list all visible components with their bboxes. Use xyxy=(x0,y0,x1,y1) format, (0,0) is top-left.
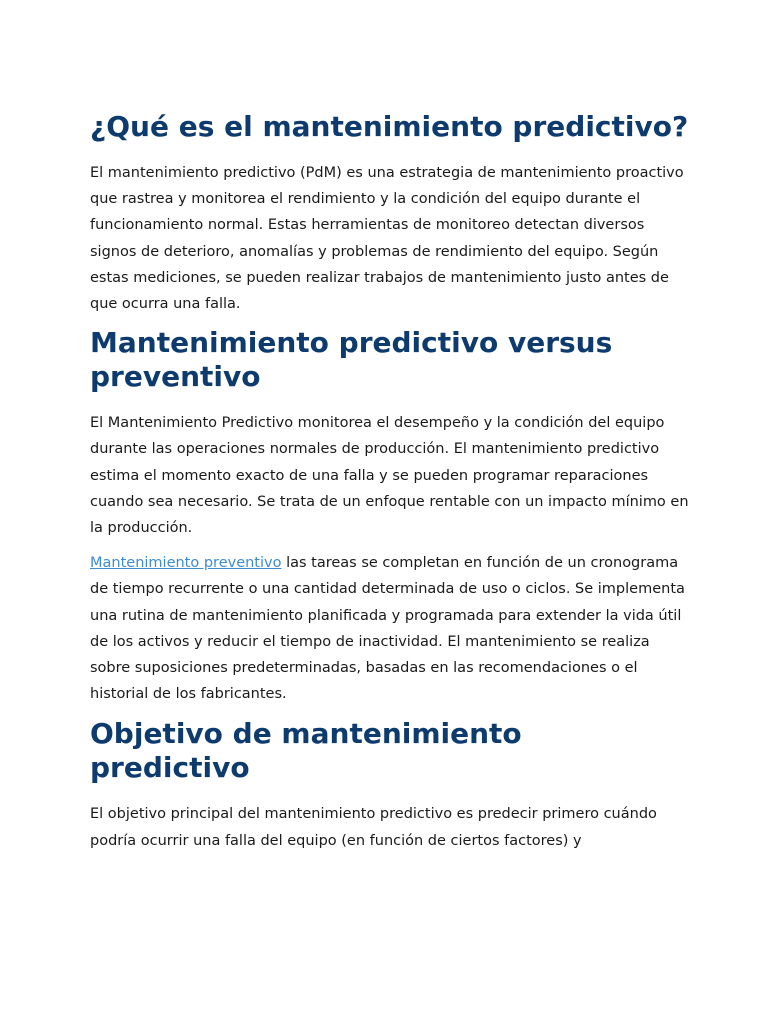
paragraph-text: las tareas se completan en función de un cronograma de tiempo recurrente o una cantidad determinada de uso o ciclos. Se implementa una rutina de mantenimiento planificada y programada para extender la vida útil de los activos y reducir el tiempo de inactividad. El mantenimiento se realiza sobre suposiciones predeterminadas, basadas en las recomendaciones o el historial de los fabricantes. xyxy=(90,555,685,703)
section-predictivo-vs-preventivo xyxy=(90,326,690,707)
section-heading: Objetivo de mantenimiento predictivo xyxy=(90,717,522,785)
section-paragraph: El objetivo principal del mantenimiento predictivo es predecir primero cuándo podría ocurrir una falla del equipo (en función de ciertos factores) y xyxy=(90,806,657,849)
section-heading: ¿Qué es el mantenimiento predictivo? xyxy=(90,110,689,143)
section-objetivo xyxy=(90,717,690,853)
section-paragraph-with-link xyxy=(90,550,690,707)
section-paragraph: El Mantenimiento Predictivo monitorea el desempeño y la condición del equipo durante las operaciones normales de producción. El mantenimiento predictivo estima el momento exacto de una falla y se pueden programar reparaciones cuando sea necesario. Se trata de un enfoque rentable con un impacto mínimo en la producción. xyxy=(90,415,689,537)
section-paragraph: El mantenimiento predictivo (PdM) es una estrategia de mantenimiento proactivo que rastrea y monitorea el rendimiento y la condición del equipo durante el funcionamiento normal. Estas herramientas de monitoreo detectan diversos signos de deterioro, anomalías y problemas de rendimiento del equipo. Según estas mediciones, se pueden realizar trabajos de mantenimiento justo antes de que ocurra una falla. xyxy=(90,165,684,313)
section-heading: Mantenimiento predictivo versus preventivo xyxy=(90,326,613,394)
preventive-maintenance-link[interactable]: Mantenimiento preventivo xyxy=(90,555,282,572)
document-page xyxy=(90,110,690,863)
section-que-es xyxy=(90,110,690,317)
